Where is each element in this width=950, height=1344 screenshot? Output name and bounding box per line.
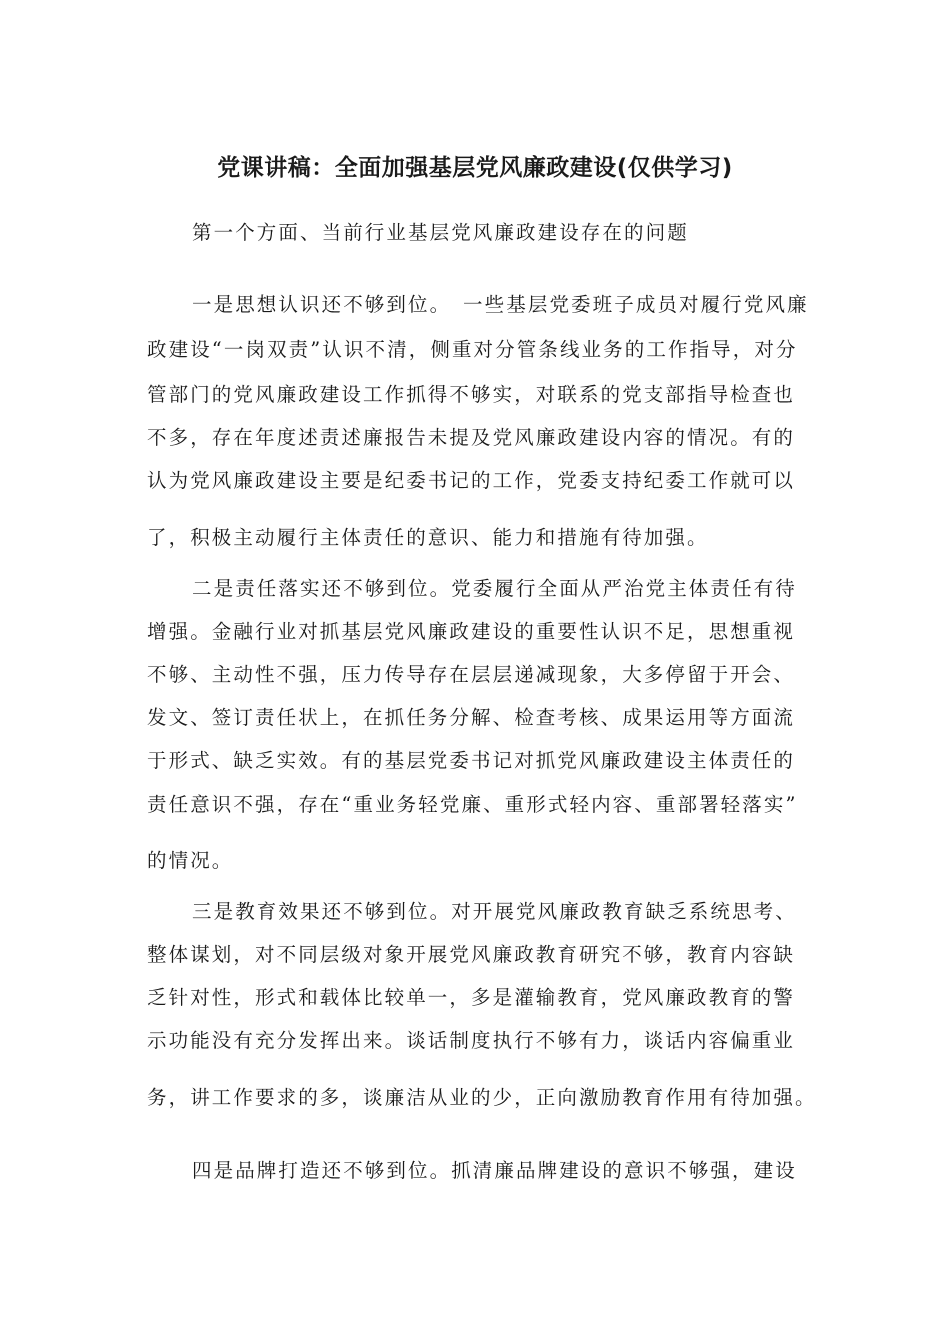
paragraph-line: 了，积极主动履行主体责任的意识、能力和措施有待加强。	[147, 526, 709, 549]
paragraph-line: 于形式、缺乏实效。有的基层党委书记对抓党风廉政建设主体责任的	[147, 749, 796, 772]
paragraph-line: 不够、主动性不强，压力传导存在层层递减现象，大多停留于开会、	[147, 663, 796, 686]
paragraph-line: 的情况。	[147, 849, 234, 872]
paragraph-line: 管部门的党风廉政建设工作抓得不够实，对联系的党支部指导检查也	[147, 383, 796, 406]
paragraph-line: 一是思想认识还不够到位。 一些基层党委班子成员对履行党风廉	[192, 293, 809, 316]
section-heading: 第一个方面、当前行业基层党风廉政建设存在的问题	[192, 221, 689, 244]
paragraph-line: 三是教育效果还不够到位。对开展党风廉政教育缺乏系统思考、	[192, 900, 797, 923]
paragraph-line: 增强。金融行业对抓基层党风廉政建设的重要性认识不足，思想重视	[147, 620, 796, 643]
paragraph-line: 乏针对性，形式和载体比较单一，多是灌输教育，党风廉政教育的警	[147, 986, 796, 1009]
paragraph-line: 责任意识不强，存在“重业务轻党廉、重形式轻内容、重部署轻落实”	[147, 793, 798, 816]
paragraph-line: 政建设“一岗双责”认识不清，侧重对分管条线业务的工作指导，对分	[147, 338, 798, 361]
paragraph-line: 四是品牌打造还不够到位。抓清廉品牌建设的意识不够强，建设	[192, 1159, 797, 1182]
paragraph-line: 二是责任落实还不够到位。党委履行全面从严治党主体责任有待	[192, 577, 797, 600]
paragraph-line: 示功能没有充分发挥出来。谈话制度执行不够有力，谈话内容偏重业	[147, 1029, 796, 1052]
paragraph-line: 发文、签订责任状上，在抓任务分解、检查考核、成果运用等方面流	[147, 706, 796, 729]
paragraph-line: 整体谋划，对不同层级对象开展党风廉政教育研究不够，教育内容缺	[147, 943, 796, 966]
document-title: 党课讲稿：全面加强基层党风廉政建设(仅供学习)	[217, 155, 733, 181]
paragraph-line: 不多，存在年度述责述廉报告未提及党风廉政建设内容的情况。有的	[147, 426, 796, 449]
paragraph-line: 务，讲工作要求的多，谈廉洁从业的少，正向激励教育作用有待加强。	[147, 1086, 817, 1109]
paragraph-line: 认为党风廉政建设主要是纪委书记的工作，党委支持纪委工作就可以	[147, 469, 796, 492]
